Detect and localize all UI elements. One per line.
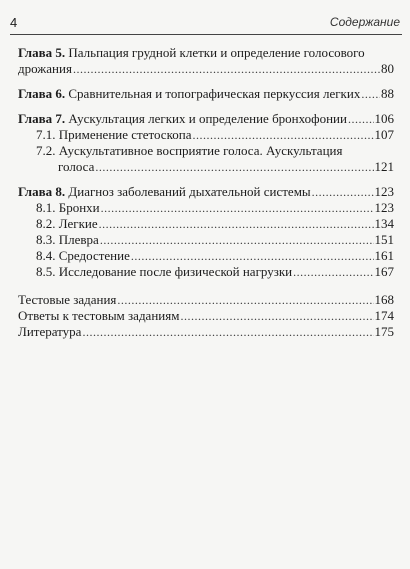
dot-leader [361,86,380,102]
chapter-label: Глава 7. [18,111,66,126]
page-ref: 134 [374,216,394,231]
toc-entry-section-8-3 [18,232,394,248]
chapter-label: Глава 8. [18,184,66,199]
toc-entry-section-8-5 [18,264,394,280]
toc-entry-chapter-7 [18,111,394,127]
dot-leader [100,232,374,248]
chapter-title: Сравнительная и топографическая перкуссия легких [68,86,361,101]
running-title: Содержание [329,15,400,29]
page-ref: 175 [374,324,394,339]
section-title: 7.2. Аускультативное восприятие голоса. Аускультация [36,143,343,158]
section-title: 8.3. Плевра [36,232,99,247]
section-title: 8.4. Средостение [36,248,130,263]
dot-leader [180,308,373,324]
dot-leader [117,292,373,308]
page-ref: 123 [374,200,394,215]
dot-leader [293,264,373,280]
toc-entry-tests [18,292,394,308]
dot-leader [95,159,373,175]
dot-leader [131,248,374,264]
toc-entry-answers [18,308,394,324]
section-title-continued: голоса [58,159,95,174]
page-ref: 121 [374,159,394,174]
toc-entry-section-7-2 [18,143,394,175]
entry-title: Литература [18,324,82,339]
toc-entry-title-line [18,45,394,61]
section-title: 8.2. Легкие [36,216,98,231]
page-ref: 80 [381,61,394,76]
section-title: 7.1. Применение стетоскопа [36,127,192,142]
page-ref: 161 [374,248,394,263]
toc-entry-section-8-4 [18,248,394,264]
entry-title: Тестовые задания [18,292,117,307]
toc-entry-chapter-6 [18,86,394,102]
toc-entry-chapter-8 [18,184,394,200]
chapter-label: Глава 5. [18,45,66,60]
chapter-title-continued: дрожания [18,61,72,76]
chapter-title: Диагноз заболеваний дыхательной системы [68,184,311,199]
table-of-contents [18,45,394,340]
page-ref: 88 [381,86,394,101]
page-number: 4 [10,15,18,30]
toc-entry-chapter-5 [18,45,394,77]
toc-entry-section-8-2 [18,216,394,232]
dot-leader [82,324,373,340]
dot-leader [101,200,374,216]
toc-entry-section-7-1 [18,127,394,143]
section-title: 8.5. Исследование после физической нагрузки [36,264,293,279]
toc-entry-literature [18,324,394,340]
page-ref: 107 [374,127,394,142]
dot-leader [99,216,374,232]
toc-entry-section-8-1 [18,200,394,216]
dot-leader [192,127,373,143]
chapter-title: Пальпация грудной клетки и определение голосового [68,45,365,60]
page-ref: 168 [374,292,394,307]
chapter-title: Аускультация легких и определение бронхофонии [68,111,347,126]
page-ref: 123 [374,184,394,199]
page-header [10,14,402,35]
dot-leader [348,111,374,127]
chapter-label: Глава 6. [18,86,66,101]
section-title: 8.1. Бронхи [36,200,100,215]
entry-title: Ответы к тестовым заданиям [18,308,180,323]
dot-leader [73,61,380,77]
page-ref: 151 [374,232,394,247]
page-ref: 167 [374,264,394,279]
page-ref: 106 [374,111,394,126]
dot-leader [312,184,374,200]
page-ref: 174 [374,308,394,323]
